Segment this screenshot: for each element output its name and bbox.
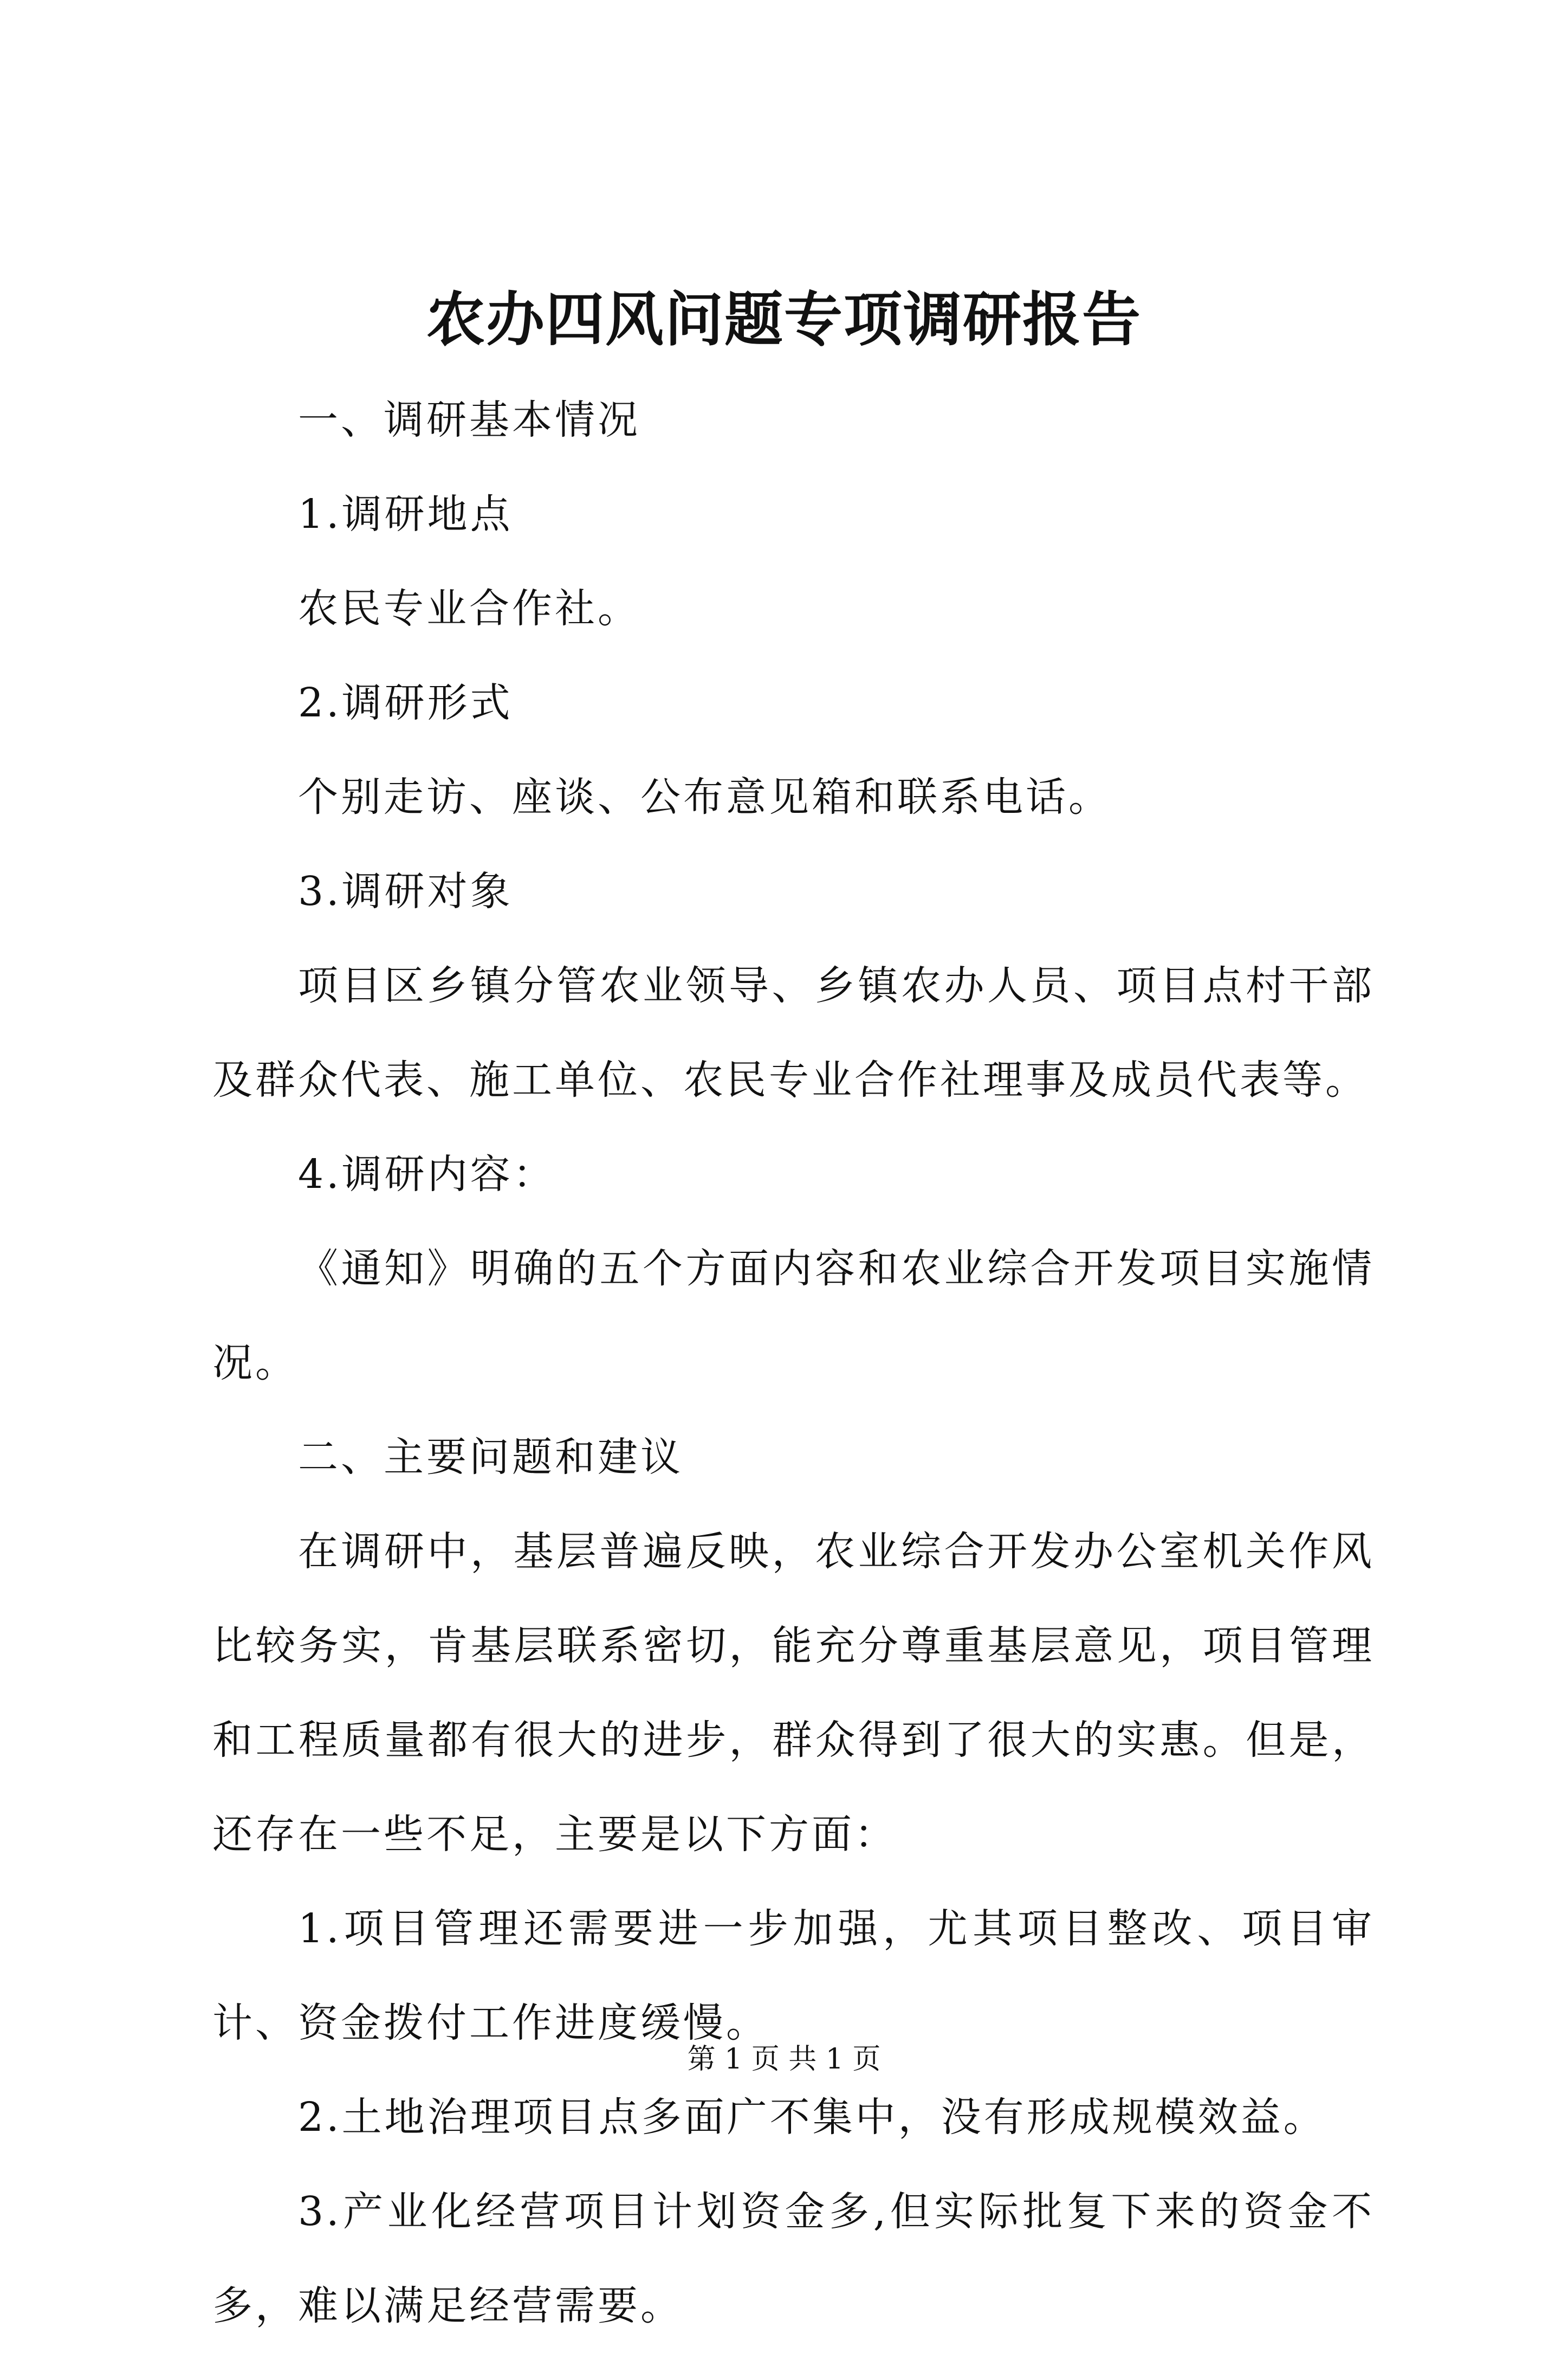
paragraph: 在调研中，基层普遍反映，农业综合开发办公室机关作风比较务实，肯基层联系密切，能充分尊重基层意见，项目管理和工程质量都有很大的进步，群众得到了很大的实惠。但是，还存在一些不足，主要是以下方面： xyxy=(212,1528,1375,1858)
section-heading: 一、调研基本情况 xyxy=(298,397,640,443)
subheading: 1.调研地点 xyxy=(298,491,513,538)
paragraph: 个别走访、座谈、公布意见箱和联系电话。 xyxy=(298,774,1111,820)
paragraph: 《通知》明确的五个方面内容和农业综合开发项目实施情况。 xyxy=(212,1245,1375,1386)
subheading: 2.调研形式 xyxy=(298,680,513,726)
paragraph: 农民专业合作社。 xyxy=(298,585,640,632)
document-title: 农办四风问题专项调研报告 xyxy=(426,286,1142,354)
subheading: 4.调研内容： xyxy=(298,1151,556,1198)
list-item: 2.土地治理项目点多面广不集中，没有形成规模效益。 xyxy=(298,2094,1326,2141)
section-heading: 二、主要问题和建议 xyxy=(298,1434,683,1481)
list-item: 3.产业化经营项目计划资金多,但实际批复下来的资金不多，难以满足经营需要。 xyxy=(212,2188,1375,2329)
subheading: 3.调研对象 xyxy=(298,868,513,915)
list-item: 1.项目管理还需要进一步加强，尤其项目整改、项目审计、资金拨付工作进度缓慢。 xyxy=(212,1905,1375,2046)
page-footer: 第 1 页 共 1 页 xyxy=(687,2043,881,2076)
paragraph: 项目区乡镇分管农业领导、乡镇农办人员、项目点村干部及群众代表、施工单位、农民专业合作社理事及成员代表等。 xyxy=(212,962,1375,1103)
